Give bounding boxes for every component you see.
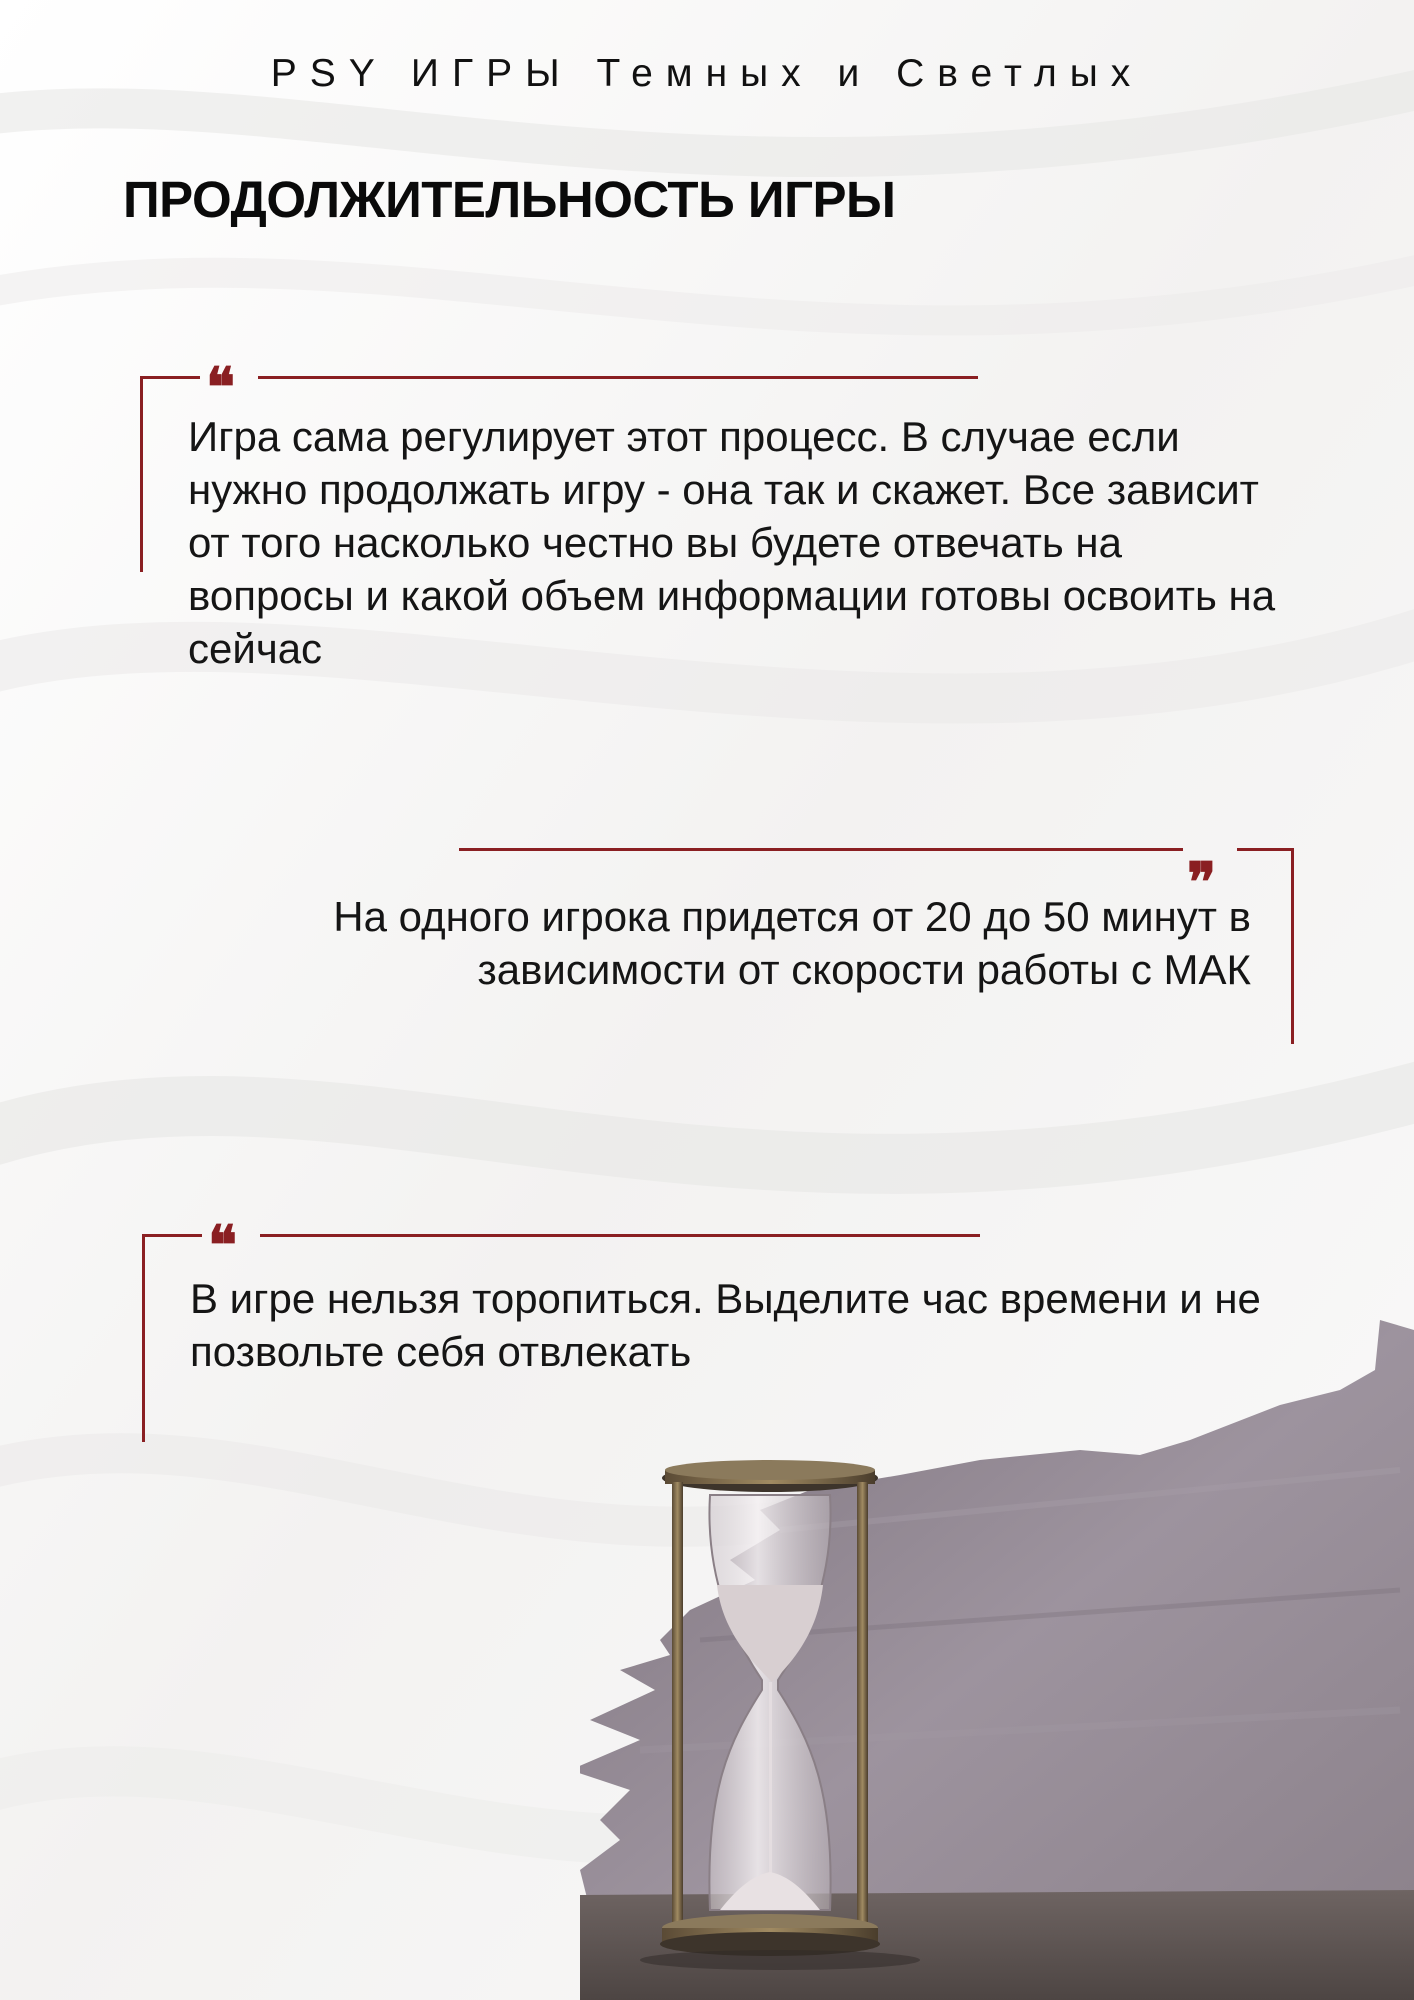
quote-rule bbox=[258, 376, 978, 379]
quote-text: В игре нельзя торопиться. Выделите час времени и не позвольте себя отвлекать bbox=[190, 1275, 1261, 1375]
quote-rule-vertical bbox=[140, 376, 143, 572]
quote-icon: ❝ bbox=[208, 1213, 236, 1277]
quote-block-1 bbox=[140, 355, 1290, 672]
quote-block-3 bbox=[142, 1213, 1312, 1438]
quote-rule bbox=[459, 848, 1183, 851]
quote-text: На одного игрока придется от 20 до 50 минут в зависимости от скорости работы с МАК bbox=[333, 893, 1251, 993]
brand-header: PSY ИГРЫ Темных и Светлых bbox=[270, 52, 1144, 95]
quote-icon: ❝ bbox=[206, 355, 234, 419]
quote-rule-vertical bbox=[1291, 848, 1294, 1044]
quote-rule-vertical bbox=[142, 1234, 145, 1442]
quote-rule bbox=[142, 1234, 202, 1237]
quote-rule bbox=[260, 1234, 980, 1237]
quote-rule bbox=[140, 376, 200, 379]
quote-icon: ❝ bbox=[1189, 827, 1217, 891]
quote-block-2 bbox=[333, 827, 1295, 1050]
page-title: ПРОДОЛЖИТЕЛЬНОСТЬ ИГРЫ bbox=[123, 171, 896, 228]
quote-rule bbox=[1237, 848, 1293, 851]
quote-text: Игра сама регулирует этот процесс. В случае если нужно продолжать игру - она так и скажет. Все зависит от того насколько честно вы будете отвечать на вопросы и какой объем информации готовы освоить на сейчас bbox=[188, 413, 1276, 672]
